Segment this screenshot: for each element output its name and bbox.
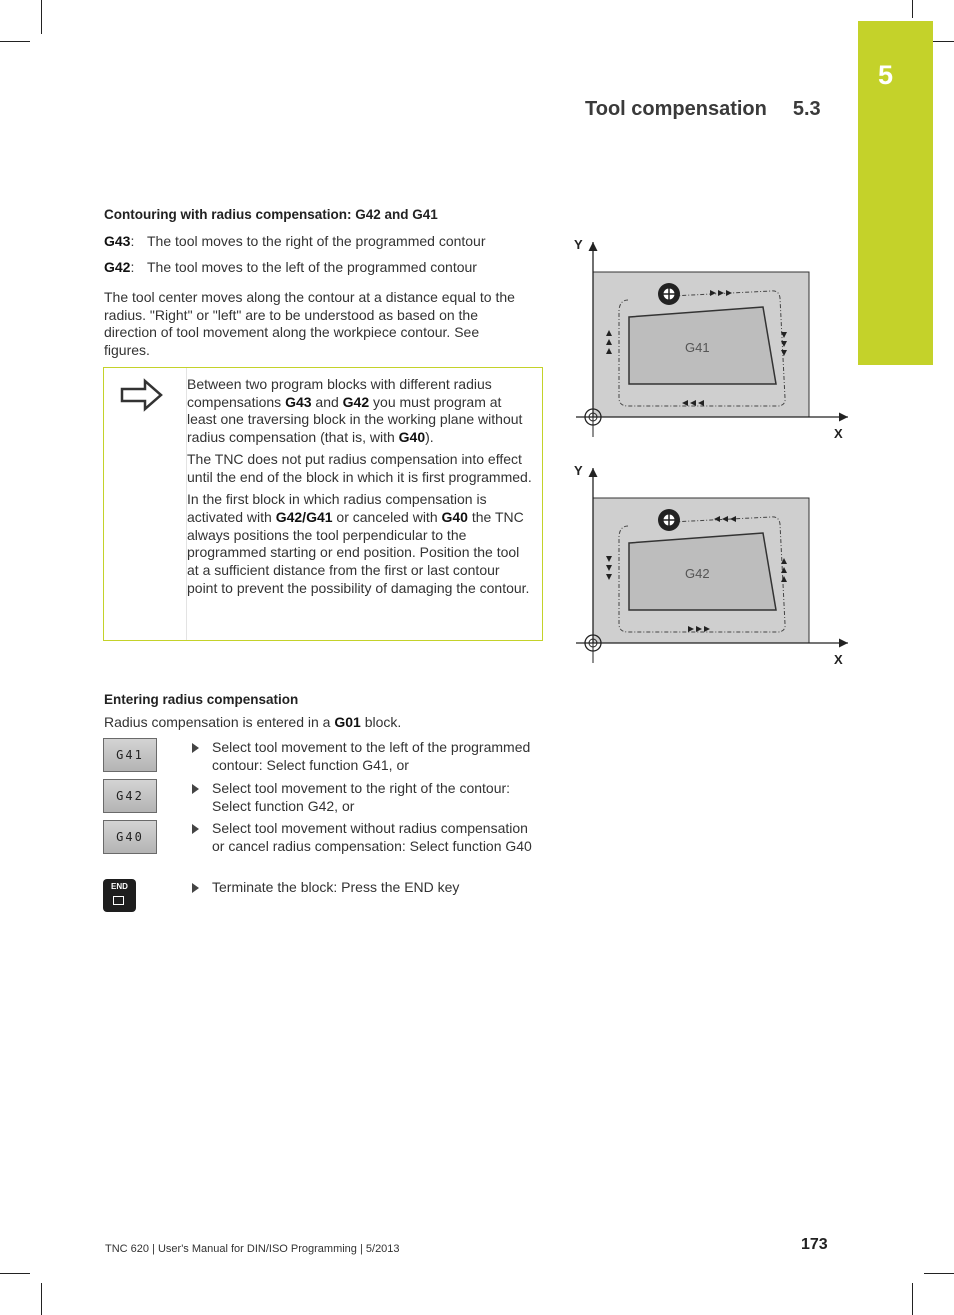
note-text [187,376,532,602]
triangle-bullet-icon [192,883,199,893]
figure-g41-label: G41 [685,340,710,355]
entering-intro: Radius compensation is entered in a G01 block. [104,714,402,730]
definition-g43: G43: The tool moves to the right of the programmed contour [104,233,486,249]
figure-g41-axis-y: Y [574,237,583,252]
softkey-g40[interactable]: G40 [103,820,157,854]
triangle-bullet-icon [192,743,199,753]
definition-g42: G42: The tool moves to the left of the programmed contour [104,259,477,275]
crop-mark [0,41,30,42]
note-paragraph-1: Between two program blocks with different radius compensations G43 and G42 you must program at least one traversing block in the working plane without radius compensation (that is, with G40). [187,376,523,446]
note-box [103,367,543,641]
code-g43: G43 [104,233,131,249]
softkey-g42[interactable]: G42 [103,779,157,813]
chapter-number: 5 [877,60,894,90]
crop-mark [924,1273,954,1274]
end-key[interactable] [103,879,136,912]
softkey-g41[interactable]: G41 [103,738,157,772]
definition-g42-text: The tool moves to the left of the programmed contour [147,259,477,275]
step-item: Select tool movement to the left of the programmed contour: Select function G41, or [212,739,542,774]
definition-g43-text: The tool moves to the right of the programmed contour [147,233,486,249]
figure-g42-axis-y: Y [574,463,583,478]
crop-mark [0,1273,30,1274]
figure-g42-axis-x: X [834,652,843,667]
crop-mark [912,1283,913,1315]
header-section: 5.3 [792,98,821,120]
square-icon [113,896,124,905]
figure-g42-label: G42 [685,566,710,581]
page-header [585,98,821,121]
triangle-bullet-icon [192,784,199,794]
step-item: Select tool movement without radius compensation or cancel radius compensation: Select function G40 [212,820,542,855]
crop-mark [912,0,913,18]
section-title-entering: Entering radius compensation [104,692,299,707]
section-title-contouring: Contouring with radius compensation: G42 and G41 [104,207,438,222]
step-item: Terminate the block: Press the END key [212,879,542,897]
body-paragraph: The tool center moves along the contour at a distance equal to the radius. "Right" or "left" are to be understood as based on the direction of tool movement along the workpiece contour. See figures. [104,289,515,359]
figure-g41 [572,232,857,442]
end-key-label: END [111,882,128,891]
note-paragraph-2: The TNC does not put radius compensation into effect until the end of the block in which it is first programmed. [187,451,532,486]
crop-mark [41,0,42,34]
header-title: Tool compensation [585,98,767,120]
triangle-bullet-icon [192,824,199,834]
note-paragraph-3: In the first block in which radius compensation is activated with G42/G41 or canceled with G40 the TNC always positions the tool perpendicular to the programmed starting or end position. Position the tool at a sufficient distance from the first or last contour point to prevent the possibility of damaging the contour. [187,491,530,596]
footer-text: TNC 620 | User's Manual for DIN/ISO Programming | 5/2013 [105,1243,400,1255]
step-item: Select tool movement to the right of the contour: Select function G42, or [212,780,542,815]
figure-g42 [572,458,857,668]
arrow-right-icon [120,378,164,412]
figure-g41-axis-x: X [834,426,843,441]
crop-mark [41,1283,42,1315]
code-g42: G42 [104,259,131,275]
page-number: 173 [801,1236,828,1253]
